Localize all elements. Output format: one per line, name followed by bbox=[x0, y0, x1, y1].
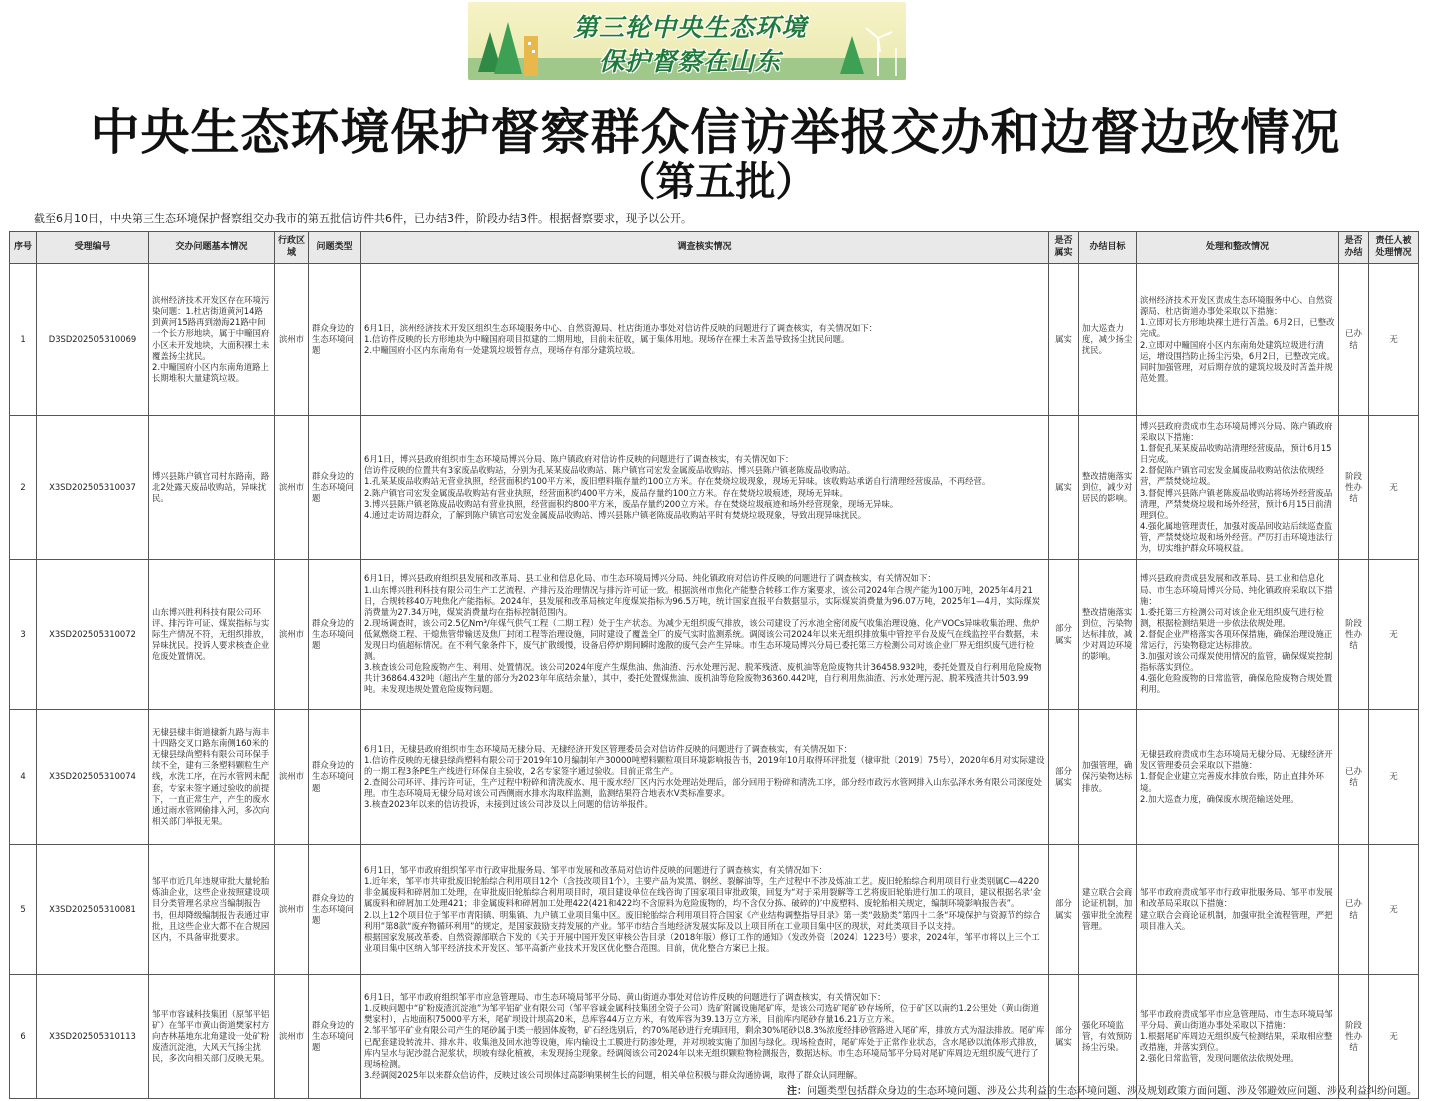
row-done: 阶段性办结 bbox=[1339, 975, 1369, 1099]
row-goal: 强化环境监管，有效预防扬尘污染。 bbox=[1079, 975, 1137, 1099]
table-row bbox=[10, 416, 1419, 560]
row-issue: 博兴县陈户镇官司村东路南，路北2处露天废品收购站，异味扰民。 bbox=[149, 416, 275, 560]
footnote bbox=[787, 1082, 1417, 1097]
row-type: 群众身边的生态环境问题 bbox=[309, 845, 361, 975]
row-done: 阶段性办结 bbox=[1339, 416, 1369, 560]
row-type: 群众身边的生态环境问题 bbox=[309, 560, 361, 710]
table-row bbox=[10, 264, 1419, 416]
header-done: 是否办结 bbox=[1339, 232, 1369, 264]
row-code: D3SD202505310069 bbox=[37, 264, 149, 416]
row-no: 4 bbox=[10, 710, 37, 845]
table-row bbox=[10, 975, 1419, 1099]
report-table bbox=[9, 231, 1419, 1099]
row-goal: 加强管理，确保污染物达标排放。 bbox=[1079, 710, 1137, 845]
row-no: 3 bbox=[10, 560, 37, 710]
header-no: 序号 bbox=[10, 232, 37, 264]
row-accountability: 无 bbox=[1369, 416, 1419, 560]
banner-line1: 第三轮中央生态环境 bbox=[572, 13, 807, 42]
row-done: 阶段性办结 bbox=[1339, 560, 1369, 710]
turbine-blade bbox=[878, 32, 892, 38]
row-code: X3SD202505310081 bbox=[37, 845, 149, 975]
row-goal: 加大巡查力度，减少扬尘扰民。 bbox=[1079, 264, 1137, 416]
row-true: 部分属实 bbox=[1049, 560, 1079, 710]
row-accountability: 无 bbox=[1369, 975, 1419, 1099]
row-goal: 整改措施落实到位，污染物达标排放，减少对周边环境的影响。 bbox=[1079, 560, 1137, 710]
row-type: 群众身边的生态环境问题 bbox=[309, 975, 361, 1099]
row-done: 已办结 bbox=[1339, 845, 1369, 975]
footnote-label: 注： bbox=[787, 1086, 807, 1097]
header-region: 行政区域 bbox=[275, 232, 309, 264]
row-handling: 博兴县政府责成县发展和改革局、县工业和信息化局、市生态环境局博兴分局、纯化镇政府采取以下措施： 1.委托第三方检测公司对该企业无组织废气进行检测，根据检测结果进一步依法依规处理。 2.督促企业严格落实各项环保措施，确保治理设施正常运行，污染物稳定达标排放。 3.加强对该公司煤炭使用情况的监管，确保煤炭控制指标落实到位。 4.强化危险废物的日常监管，确保危险废物合规处置利用。 bbox=[1137, 560, 1339, 710]
row-accountability: 无 bbox=[1369, 710, 1419, 845]
row-handling: 邹平市政府责成邹平市应急管理局、市生态环境局邹平分局、黄山街道办事处采取以下措施： 1.根据尾矿库周边无组织废气检测结果，采取相应整改措施，并落实到位。 2.强化日常监管，发现问题依法依规处理。 bbox=[1137, 975, 1339, 1099]
table-row bbox=[10, 710, 1419, 845]
header-findings: 调查核实情况 bbox=[361, 232, 1049, 264]
header-true: 是否属实 bbox=[1049, 232, 1079, 264]
header-handling: 处理和整改情况 bbox=[1137, 232, 1339, 264]
row-issue: 邹平市容诚科技集团（原邹平铝矿）在邹平市黄山街道樊家村方向杏林基地东北角建设一处矿粉废渣沉淀池，大风天气扬尘扰民，多次向相关部门反映无果。 bbox=[149, 975, 275, 1099]
row-type: 群众身边的生态环境问题 bbox=[309, 264, 361, 416]
page-title: 中央生态环境保护督察群众信访举报交办和边督边改情况 bbox=[90, 104, 1341, 161]
tree-icon bbox=[840, 36, 864, 74]
row-true: 部分属实 bbox=[1049, 710, 1079, 845]
row-accountability: 无 bbox=[1369, 560, 1419, 710]
table-row bbox=[10, 560, 1419, 710]
row-code: X3SD202505310037 bbox=[37, 416, 149, 560]
row-true: 属实 bbox=[1049, 264, 1079, 416]
row-region: 滨州市 bbox=[275, 560, 309, 710]
header-accountability: 责任人被处理情况 bbox=[1369, 232, 1419, 264]
row-no: 6 bbox=[10, 975, 37, 1099]
row-goal: 整改措施落实到位，减少对居民的影响。 bbox=[1079, 416, 1137, 560]
page-subtitle: （第五批） bbox=[615, 158, 816, 205]
table-row bbox=[10, 845, 1419, 975]
row-findings: 6月1日，邹平市政府组织邹平市行政审批服务局、邹平市发展和改革局对信访件反映的问题进行了调查核实，有关情况如下： 1.近年来，邹平市共审批废旧轮胎综合利用项目12个（含技改项目1个），主要产品为炭黑、钢丝、裂解油等，生产过程中不涉及炼油工艺。废旧轮胎综合利用项目行业类别属C—4220非金属废料和碎屑加工处理，在审批废旧轮胎综合利用项目时，项目建设单位在线咨询了国家项目审批政策，回复为“对于采用裂解等工艺将废旧轮胎进行加工的项目，建议根据名录‘金属废料和碎屑加工处理421；非金属废料和碎屑加工处理422(421和422均不含原料为危险废物的，均不含仅分拣、破碎的)’中废塑料、废轮胎相关规定，编制环境影响报告表”。 2.以上12个项目位于邹平市青阳镇、明集镇、九户镇工业项目集中区。废旧轮胎综合利用项目符合国家《产业结构调整指导目录》第一类“鼓励类”第四十二条“环境保护与资源节约综合利用”第8款“废弃物循环利用”的规定，是国家鼓励支持发展的产业。邹平市结合当地经济发展实际及以上项目所在工业项目集中区的现状，对此类项目予以支持。 根据国家发展改革委、自然资源部联合下发的《关于开展中国开发区审核公告目录（2018年版）修订工作的通知》（发改外资〔2024〕1223号）要求，2024年，邹平市将以上三个工业项目集中区纳入邹平经济技术开发区、邹平高新产业技术开发区优化整合范围。目前，优化整合方案已上报。 bbox=[361, 845, 1049, 975]
row-true: 部分属实 bbox=[1049, 975, 1079, 1099]
tree-icon bbox=[494, 22, 522, 74]
row-issue: 滨州经济技术开发区存在环境污染问题：1.杜店街道黄河14路到黄河15路再到渤海21路中间一个长方形地块，属于中疃国府小区未开发地块，大面积裸土未覆盖扬尘扰民。 2.中疃国府小区内东南角道路上长期堆积大量建筑垃圾。 bbox=[149, 264, 275, 416]
row-code: X3SD202505310074 bbox=[37, 710, 149, 845]
row-done: 已办结 bbox=[1339, 264, 1369, 416]
banner bbox=[468, 2, 906, 80]
row-region: 滨州市 bbox=[275, 710, 309, 845]
row-findings: 6月1日，无棣县政府组织市生态环境局无棣分局、无棣经济开发区管理委员会对信访件反映的问题进行了调查核实，有关情况如下： 1.信访件反映的无棣县绿尚塑料有限公司于2019年10月编制年产30000吨塑料颗粒项目环境影响报告书，2019年10月取得环评批复（棣审批〔2019〕75号），2020年6月对实际建设的一期工程3条PE生产线进行环保自主验收，2名专家签字通过验收。目前正常生产。 2.查阅公司环评、排污许可证，生产过程中粉碎和清洗废水、甩干废水经厂区内污水处理站处理后，部分回用于粉碎和清洗工序，部分经市政污水管网排入山东弘泽水务有限公司深度处理。市生态环境局无棣分局对该公司西侧雨水排水沟取样监测，监测结果符合地表水Ⅴ类标准要求。 3.核查2023年以来的信访投诉，未接到过该公司涉及以上问题的信访举报件。 bbox=[361, 710, 1049, 845]
header-issue: 交办问题基本情况 bbox=[149, 232, 275, 264]
row-no: 1 bbox=[10, 264, 37, 416]
row-accountability: 无 bbox=[1369, 845, 1419, 975]
header-code: 受理编号 bbox=[37, 232, 149, 264]
row-type: 群众身边的生态环境问题 bbox=[309, 710, 361, 845]
building-window bbox=[532, 50, 535, 53]
row-region: 滨州市 bbox=[275, 264, 309, 416]
row-issue: 山东博兴胜利科技有限公司环评、排污许可证、煤炭指标与实际生产情况不符，无组织排放，异味扰民。投诉人要求核查企业危废处置情况。 bbox=[149, 560, 275, 710]
row-region: 滨州市 bbox=[275, 416, 309, 560]
row-handling: 无棣县政府责成市生态环境局无棣分局、无棣经济开发区管理委员会采取以下措施： 1.督促企业建立完善废水排放台账，防止直排外环境。 2.加大巡查力度，确保废水规范输送处理。 bbox=[1137, 710, 1339, 845]
row-findings: 6月1日，博兴县政府组织市生态环境局博兴分局、陈户镇政府对信访件反映的问题进行了调查核实，有关情况如下： 信访件反映的位置共有3家废品收购站，分别为孔某某废品收购站、陈户镇官司宏发金属废品收购站、博兴县陈户镇老陈废品收购站。 1.孔某某废品收购站无营业执照，经营面积约100平方米，废旧塑料瓶存量约100立方米。存在焚烧垃圾现象，现场无异味。该收购站承诺自行清理经营废品，不再经营。 2.陈户镇官司宏发金属废品收购站有营业执照，经营面积约400平方米，废品存量约100立方米。存在焚烧垃圾痕迹，现场无异味。 3.博兴县陈户镇老陈废品收购站有营业执照，经营面积约800平方米，废品存量约200立方米。存在焚烧垃圾痕迹和场外经营现象，现场无异味。 4.通过走访周边群众，了解到陈户镇官司宏发金属废品收购站、博兴县陈户镇老陈废品收购站平时有焚烧垃圾现象，导致出现异味扰民。 bbox=[361, 416, 1049, 560]
table-header-row bbox=[10, 232, 1419, 264]
row-no: 2 bbox=[10, 416, 37, 560]
row-goal: 建立联合会商论证机制，加强审批全流程管理。 bbox=[1079, 845, 1137, 975]
row-no: 5 bbox=[10, 845, 37, 975]
row-region: 滨州市 bbox=[275, 975, 309, 1099]
footnote-text: 问题类型包括群众身边的生态环境问题、涉及公共利益的生态环境问题、涉及规划政策方面问题、涉及邻避效应问题、涉及利益纠纷问题。 bbox=[807, 1086, 1417, 1097]
row-accountability: 无 bbox=[1369, 264, 1419, 416]
header-type: 问题类型 bbox=[309, 232, 361, 264]
row-findings: 6月1日，滨州经济技术开发区组织生态环境服务中心、自然资源局、杜店街道办事处对信访件反映的问题进行了调查核实，有关情况如下： 1.信访件反映的长方形地块为中疃国府项目拟建的二期用地，目前未征收，属于集体用地。现场存在裸土未苫盖导致扬尘扰民问题。 2.中疃国府小区内东南角有一处建筑垃圾暂存点，现场存有部分建筑垃圾。 bbox=[361, 264, 1049, 416]
row-findings: 6月1日，博兴县政府组织县发展和改革局、县工业和信息化局、市生态环境局博兴分局、纯化镇政府对信访件反映的问题进行了调查核实，有关情况如下： 1.山东博兴胜利科技有限公司生产工艺流程、产排污及治理情况与排污许可证一致。根据滨州市焦化产能整合转移工作方案要求，该公司2024年合规产能为100万吨，2025年4月21日，合规转移40万吨焦化产能指标。2024年，县发展和改革局核定年度煤炭指标为96.5万吨，统计国家直报平台数据显示，实际煤炭消费量为96.07万吨，2025年1—4月，实际煤炭消费量为27.34万吨，煤炭消费量均在指标控制范围内。 2.现场调查时，该公司2.5亿Nm³/年煤气供气工程（二期工程）处于生产状态。为减少无组织废气排放，该公司建设了污水池全密闭废气收集治理设施、化产VOCs异味收集治理、焦炉低氮燃烧工程、干熄焦管带输送及焦厂封闭工程等治理设施，同时建设了覆盖全厂的废气实时监测系统。调阅该公司2024年以来无组织排放集中管控平台及废气在线监控平台数据，未发现日均值超标情况。在不利气象条件下，废气扩散缓慢，设备启停炉期间瞬时逸散的废气会产生异味。市生态环境局博兴分局已委托第三方检测公司对该企业厂界无组织废气进行检测。 3.核查该公司危险废物产生、利用、处置情况。该公司2024年度产生煤焦油、焦油渣、污水处理污泥、脱苯残渣、废机油等危险废物共计36458.932吨，委托处置及自行利用危险废物共计36864.432吨（超出产生量的部分为2023年年底结余量），其中，委托处置煤焦油、废机油等危险废物36360.442吨，自行利用焦油渣、污水处理污泥、脱苯残渣共计503.99吨。未发现违规处置危险废物问题。 bbox=[361, 560, 1049, 710]
building-window bbox=[528, 42, 531, 45]
row-code: X3SD202505310072 bbox=[37, 560, 149, 710]
row-handling: 博兴县政府责成市生态环境局博兴分局、陈户镇政府采取以下措施： 1.督促孔某某废品收购站清理经营废品，预计6月15日完成。 2.督促陈户镇官司宏发金属废品收购站依法依规经营，严禁焚烧垃圾。 3.督促博兴县陈户镇老陈废品收购站将场外经营废品清理，严禁焚烧垃圾和场外经营，预计6月15日前清理到位。 4.强化属地管理责任，加强对废品回收站后续巡查监管，严禁焚烧垃圾和场外经营。严厉打击环境违法行为，切实维护群众环境权益。 bbox=[1137, 416, 1339, 560]
turbine-blade bbox=[866, 28, 878, 38]
row-true: 部分属实 bbox=[1049, 845, 1079, 975]
row-findings: 6月1日，邹平市政府组织邹平市应急管理局、市生态环境局邹平分局、黄山街道办事处对信访件反映的问题进行了调查核实，有关情况如下： 1.反映问题中“矿粉废渣沉淀池”为邹平铝矿业有限公司（邹平容诚金属科技集团全资子公司）选矿附属设施尾矿库，是该公司选矿尾矿砂存场所，位于矿区以南约1.2公里处（黄山街道樊家村），占地面积75000平方米，尾矿坝设计坝高20米，总库容44万立方米，有效库容为39.13万立方米，目前库内尾砂存量16.21万立方米。 2.邹平邹平矿业有限公司产生的尾砂属于Ⅰ类一般固体废物，矿石经选别后，约70%尾砂进行充填回用，剩余30%尾砂以8.3%浓度经排砂管路进入尾矿库，排放方式为湿法排放。尾矿库已配套建设转流井、排水井、收集池及回水池等设施，库内输设土工膜进行防渗处理，并对坝坡实施了加固与绿化。现场检查时，尾矿库处于正常作业状态，含水尾砂以流体形式排放，库内呈水与泥沙混合泥浆状，坝坡有绿化植被，未发现扬尘现象。经调阅该公司2024年以来无组织颗粒物检测报告，数据达标。市生态环境局邹平分局对尾矿库周边无组织废气进行了现场检测。 3.经调阅2025年以来群众信访件，反映过该公司坝体过高影响果树生长的问题，相关单位积极与群众沟通协调，取得了群众认同理解。 bbox=[361, 975, 1049, 1099]
row-region: 滨州市 bbox=[275, 845, 309, 975]
row-done: 已办结 bbox=[1339, 710, 1369, 845]
row-code: X3SD202505310113 bbox=[37, 975, 149, 1099]
row-handling: 邹平市政府责成邹平市行政审批服务局、邹平市发展和改革局采取以下措施： 建立联合会商论证机制，加强审批全流程管理，严把项目准入关。 bbox=[1137, 845, 1339, 975]
row-type: 群众身边的生态环境问题 bbox=[309, 416, 361, 560]
row-issue: 无棣县棣丰街道棣新九路与海丰十四路交叉口路东南侧160米的无棣县绿尚塑料有限公司环保手续不全，建有三条塑料颗粒生产线，水洗工序，在污水管网未配套，专家未签字通过验收的前提下，一直正常生产，产生的废水通过雨水管网偷排入河，多次向相关部门举报无果。 bbox=[149, 710, 275, 845]
row-handling: 滨州经济技术开发区责成生态环境服务中心、自然资源局、杜店街道办事处采取以下措施： 1.立即对长方形地块裸土进行苫盖。6月2日，已整改完成。 2.立即对中疃国府小区内东南角处建筑垃圾进行清运，增设围挡防止扬尘污染，6月2日，已整改完成。同时加强管理，对后期存放的建筑垃圾及时苫盖并规范处置。 bbox=[1137, 264, 1339, 416]
banner-line2: 保护督察在山东 bbox=[598, 47, 781, 76]
intro-text: 截至6月10日，中央第三生态环境保护督察组交办我市的第五批信访件共6件，已办结3件，阶段办结3件。根据督察要求，现予以公开。 bbox=[34, 212, 692, 225]
header-goal: 办结目标 bbox=[1079, 232, 1137, 264]
row-issue: 邹平市近几年违规审批大量轮胎炼油企业，这些企业按照建设项目分类管理名录应当编制报告书，但却降级编制报告表通过审批，且这些企业大都不在合规园区内，不具备审批要求。 bbox=[149, 845, 275, 975]
row-true: 属实 bbox=[1049, 416, 1079, 560]
